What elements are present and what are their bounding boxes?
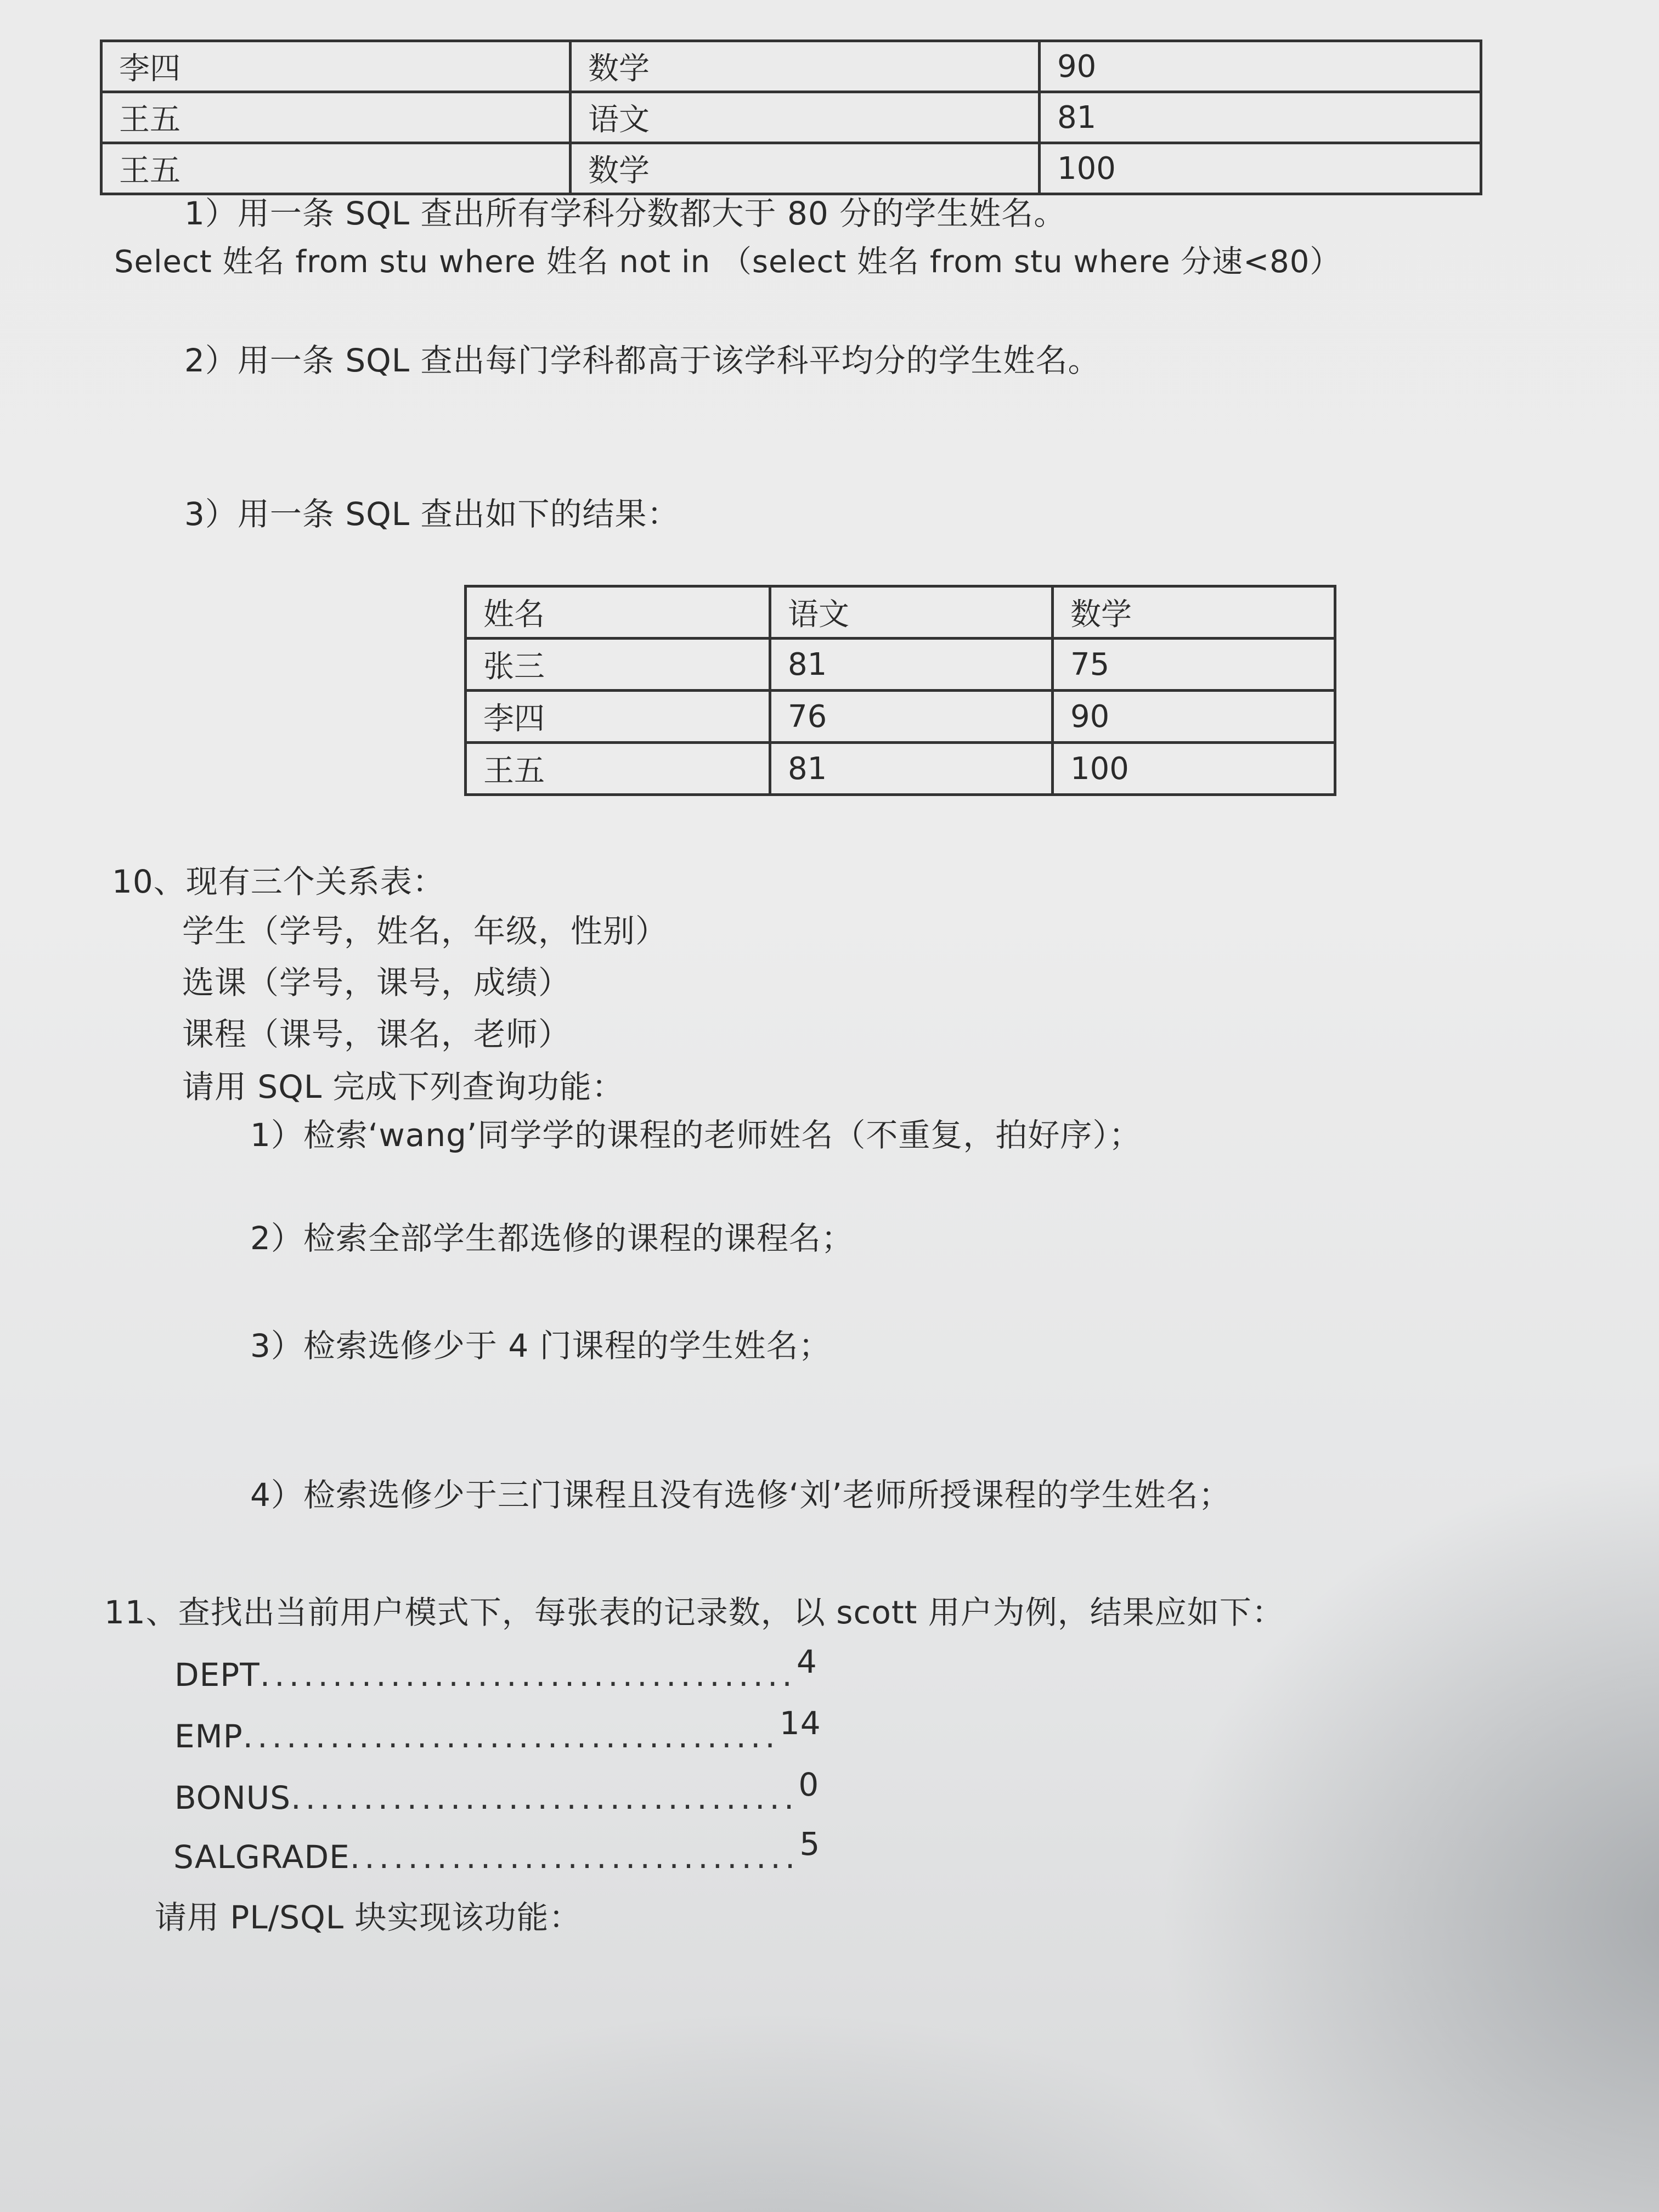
table-name: DEPT — [174, 1656, 260, 1694]
table-cell-math: 90 — [1053, 691, 1335, 743]
question-10-title: 10、现有三个关系表： — [112, 863, 445, 900]
question-10-1: 1）检索‘wang’同学学的课程的老师姓名（不重复，拍好序）； — [250, 1116, 1142, 1154]
table-cell-score: 81 — [1040, 92, 1481, 143]
question-10-instruction: 请用 SQL 完成下列查询功能： — [182, 1068, 624, 1105]
handwritten-answer-9-1: Select 姓名 from stu where 姓名 not in （select 姓名 from stu where 分速<80） — [114, 244, 1341, 280]
table-cell-subject: 数学 — [571, 143, 1040, 194]
record-count: 14 — [779, 1705, 821, 1742]
table-name: BONUS — [174, 1779, 291, 1816]
table-cell-name: 李四 — [101, 41, 571, 92]
table-cell-math: 100 — [1053, 743, 1335, 795]
table-cell-subject: 数学 — [571, 41, 1040, 92]
question-9-2: 2）用一条 SQL 查出每门学科都高于该学科平均分的学生姓名。 — [184, 342, 1101, 379]
table-header-name: 姓名 — [466, 586, 770, 639]
relation-enrollment: 选课（学号，课号，成绩） — [182, 964, 571, 1001]
question-10-2: 2）检索全部学生都选修的课程的课程名； — [250, 1220, 854, 1257]
relation-course: 课程（课号，课名，老师） — [182, 1015, 571, 1053]
table-name: SALGRADE — [173, 1838, 350, 1876]
dot-leader: ..................................... — [242, 1718, 780, 1755]
question-9-1: 1）用一条 SQL 查出所有学科分数都大于 80 分的学生姓名。 — [184, 195, 1066, 232]
table-row — [466, 639, 1335, 691]
table-name: EMP — [174, 1718, 243, 1755]
table-count-row — [173, 1825, 821, 1876]
result-table — [464, 585, 1336, 796]
table-row — [101, 143, 1481, 194]
question-11-title: 11、查找出当前用户模式下，每张表的记录数，以 scott 用户为例，结果应如下： — [104, 1594, 1284, 1631]
record-count: 5 — [799, 1825, 821, 1863]
table-row — [101, 41, 1481, 92]
table-cell-chinese: 81 — [770, 639, 1053, 691]
relation-student: 学生（学号，姓名，年级，性别） — [182, 912, 668, 950]
table-header-row — [466, 586, 1335, 639]
table-row — [466, 743, 1335, 795]
table-count-row — [174, 1643, 817, 1694]
table-cell-name: 张三 — [466, 639, 770, 691]
table-row — [101, 92, 1481, 143]
dot-leader: ............................... — [349, 1838, 800, 1876]
question-9-3: 3）用一条 SQL 查出如下的结果： — [184, 495, 680, 533]
table-cell-name: 王五 — [101, 143, 571, 194]
table-row — [466, 691, 1335, 743]
table-header-chinese: 语文 — [770, 586, 1053, 639]
table-count-row — [174, 1705, 821, 1755]
score-table — [100, 40, 1482, 195]
table-cell-score: 100 — [1040, 143, 1481, 194]
table-cell-name: 王五 — [101, 92, 571, 143]
question-11-instruction: 请用 PL/SQL 块实现该功能： — [155, 1899, 582, 1936]
table-cell-math: 75 — [1053, 639, 1335, 691]
record-count: 4 — [796, 1643, 817, 1680]
question-10-3: 3）检索选修少于 4 门课程的学生姓名； — [250, 1327, 831, 1364]
table-cell-name: 李四 — [466, 691, 770, 743]
table-count-row — [174, 1766, 820, 1816]
dot-leader: ..................................... — [259, 1656, 797, 1694]
dot-leader: ................................... — [291, 1779, 799, 1816]
record-count: 0 — [798, 1766, 820, 1803]
table-cell-score: 90 — [1040, 41, 1481, 92]
table-cell-name: 王五 — [466, 743, 770, 795]
question-10-4: 4）检索选修少于三门课程且没有选修‘刘’老师所授课程的学生姓名； — [250, 1476, 1231, 1514]
table-cell-chinese: 76 — [770, 691, 1053, 743]
table-cell-chinese: 81 — [770, 743, 1053, 795]
table-cell-subject: 语文 — [571, 92, 1040, 143]
table-header-math: 数学 — [1053, 586, 1335, 639]
